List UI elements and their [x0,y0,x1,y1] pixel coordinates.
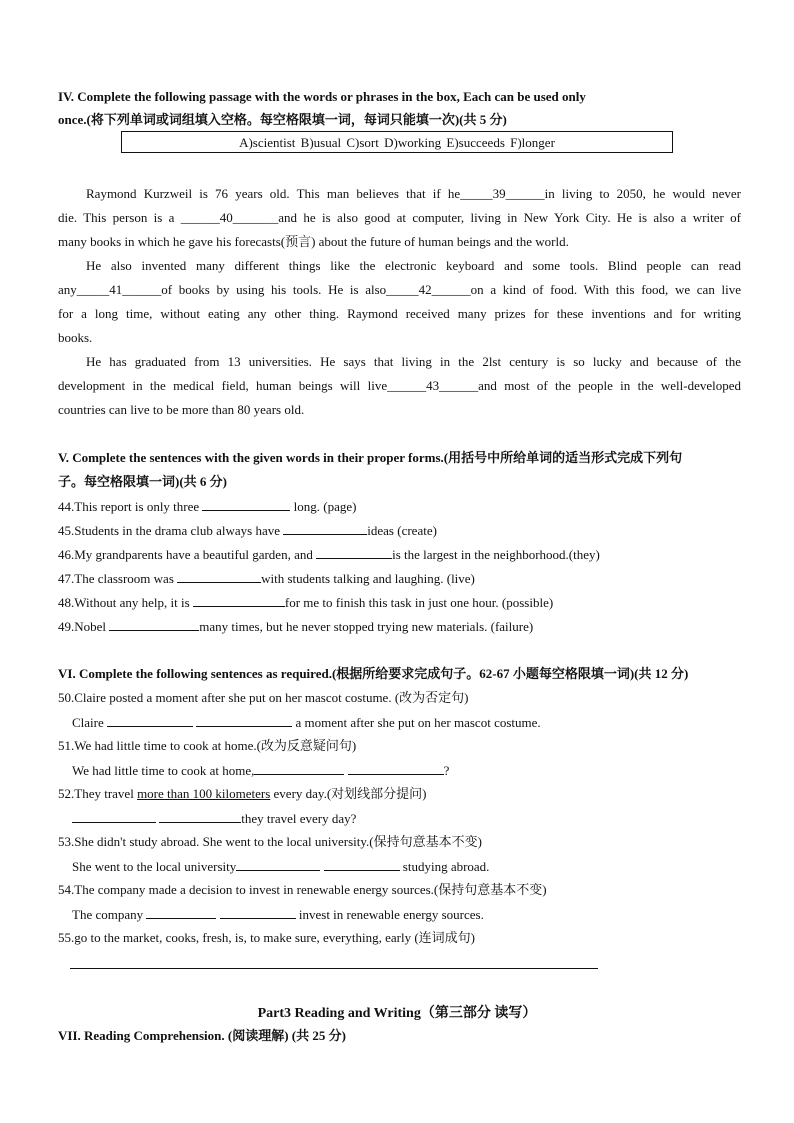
question-44 [58,498,356,515]
passage-p3-line2: development in the medical field, human beings will live______43______and most of the people in the well-developed [58,378,741,393]
question-50-prefix: Claire [72,715,104,730]
question-48-text: 48.Without any help, it is [58,595,190,610]
question-44-blank[interactable] [202,498,290,511]
question-52 [58,786,427,802]
question-53: 53.She didn't study abroad. She went to the local university.(保持句意基本不变) [58,834,482,849]
question-49 [58,618,533,635]
question-48 [58,594,553,611]
section-7-title: VII. Reading Comprehension. (阅读理解) (共 25 分) [58,1028,346,1043]
question-54-answer [72,906,484,923]
passage-p1-line1: Raymond Kurzweil is 76 years old. This man believes that if he_____39______in living to 2050, he would never [86,186,741,201]
section-4-title-line2: once.(将下列单词或词组填入空格。每空格限填一词，每词只能填一次)(共 5 分) [58,112,507,127]
question-44-hint: long. (page) [293,499,357,514]
question-48-blank[interactable] [193,594,285,607]
passage-p2-line4: books. [58,330,93,345]
question-49-blank[interactable] [109,618,199,631]
question-50-suffix: a moment after she put on her mascot costume. [295,715,541,730]
question-48-hint: for me to finish this task in just one hour. (possible) [284,595,554,610]
question-51-blank-2[interactable] [348,762,444,775]
question-44-text: 44.This report is only three [58,499,200,514]
question-52-post: every day.(对划线部分提问) [270,786,427,801]
word-box-options: A)scientist B)usual C)sort D)working E)succeeds F)longer [239,135,555,150]
section-5-title-line1: V. Complete the sentences with the given words in their proper forms.(用括号中所给单词的适当形式完成下列句 [58,450,683,465]
question-46-blank[interactable] [316,546,392,559]
passage-p2-line1: He also invented many different things like the electronic keyboard and some tools. Blind people can read [86,258,741,273]
question-52-answer [72,810,356,827]
section-6-title: VI. Complete the following sentences as required.(根据所给要求完成句子。62-67 小题每空格限填一词)(共 12 分) [58,666,689,681]
question-51-prefix: We had little time to cook at home, [72,763,255,778]
question-47-text: 47.The classroom was [58,571,174,586]
question-47-hint: with students talking and laughing. (live) [261,571,475,586]
question-50: 50.Claire posted a moment after she put on her mascot costume. (改为否定句) [58,690,469,705]
question-49-hint: many times, but he never stopped trying new materials. (failure) [199,619,534,634]
passage-p1-line3: many books in which he gave his forecasts(预言) about the future of human beings and the world. [58,234,569,249]
question-53-suffix: studying abroad. [402,859,490,874]
question-52-pre: 52.They travel [58,786,138,801]
question-45 [58,522,437,539]
question-47-blank[interactable] [177,570,261,583]
question-55-answer-line[interactable] [70,968,598,969]
question-53-answer [72,858,489,875]
passage-p3-line1: He has graduated from 13 universities. He says that living in the 2lst century is so lucky and because of the [86,354,741,369]
passage-p3-line3: countries can live to be more than 80 years old. [58,402,305,417]
part3-title: Part3 Reading and Writing（第三部分 读写） [257,1006,537,1021]
question-54-suffix: invest in renewable energy sources. [298,907,484,922]
question-45-hint: ideas (create) [367,523,437,538]
question-51-blank-1[interactable] [254,762,344,775]
question-54-blank-2[interactable] [220,906,296,919]
question-49-text: 49.Nobel [58,619,107,634]
question-55: 55.go to the market, cooks, fresh, is, to make sure, everything, early (连词成句) [58,930,475,945]
question-46-hint: is the largest in the neighborhood.(they) [392,547,600,562]
question-50-answer [72,714,541,731]
question-54: 54.The company made a decision to invest in renewable energy sources.(保持句意基本不变) [58,882,547,897]
question-54-prefix: The company [72,907,144,922]
question-46 [58,546,600,563]
question-54-blank-1[interactable] [146,906,216,919]
passage-p1-line2: die. This person is a ______40_______and he is also good at computer, living in New York City. He is also a writer of [58,210,741,225]
question-52-blank-1[interactable] [72,810,156,823]
question-53-blank-1[interactable] [236,858,320,871]
question-45-text: 45.Students in the drama club always have [58,523,281,538]
question-50-blank-2[interactable] [196,714,292,727]
question-52-suffix: they travel every day? [241,811,357,826]
question-53-prefix: She went to the local university [72,859,237,874]
section-5-title-line2: 子。每空格限填一词)(共 6 分) [58,474,227,489]
question-51: 51.We had little time to cook at home.(改为反意疑问句) [58,738,357,753]
question-53-blank-2[interactable] [324,858,400,871]
question-47 [58,570,475,587]
question-46-text: 46.My grandparents have a beautiful garden, and [58,547,313,562]
section-4-title-line1: IV. Complete the following passage with the words or phrases in the box, Each can be used only [58,89,586,104]
word-box [121,131,673,153]
question-45-blank[interactable] [283,522,367,535]
question-51-suffix: ? [443,763,450,778]
passage-p2-line3: for a long time, without eating any other thing. Raymond received many prizes for these inventions and for writing [58,306,741,321]
question-51-answer [72,762,449,779]
question-52-underlined: more than 100 kilometers [137,786,271,801]
question-50-blank-1[interactable] [107,714,193,727]
passage-p2-line2: any_____41______of books by using his tools. He is also_____42______on a kind of food. With this food, we can live [58,282,741,297]
question-52-blank-2[interactable] [159,810,241,823]
